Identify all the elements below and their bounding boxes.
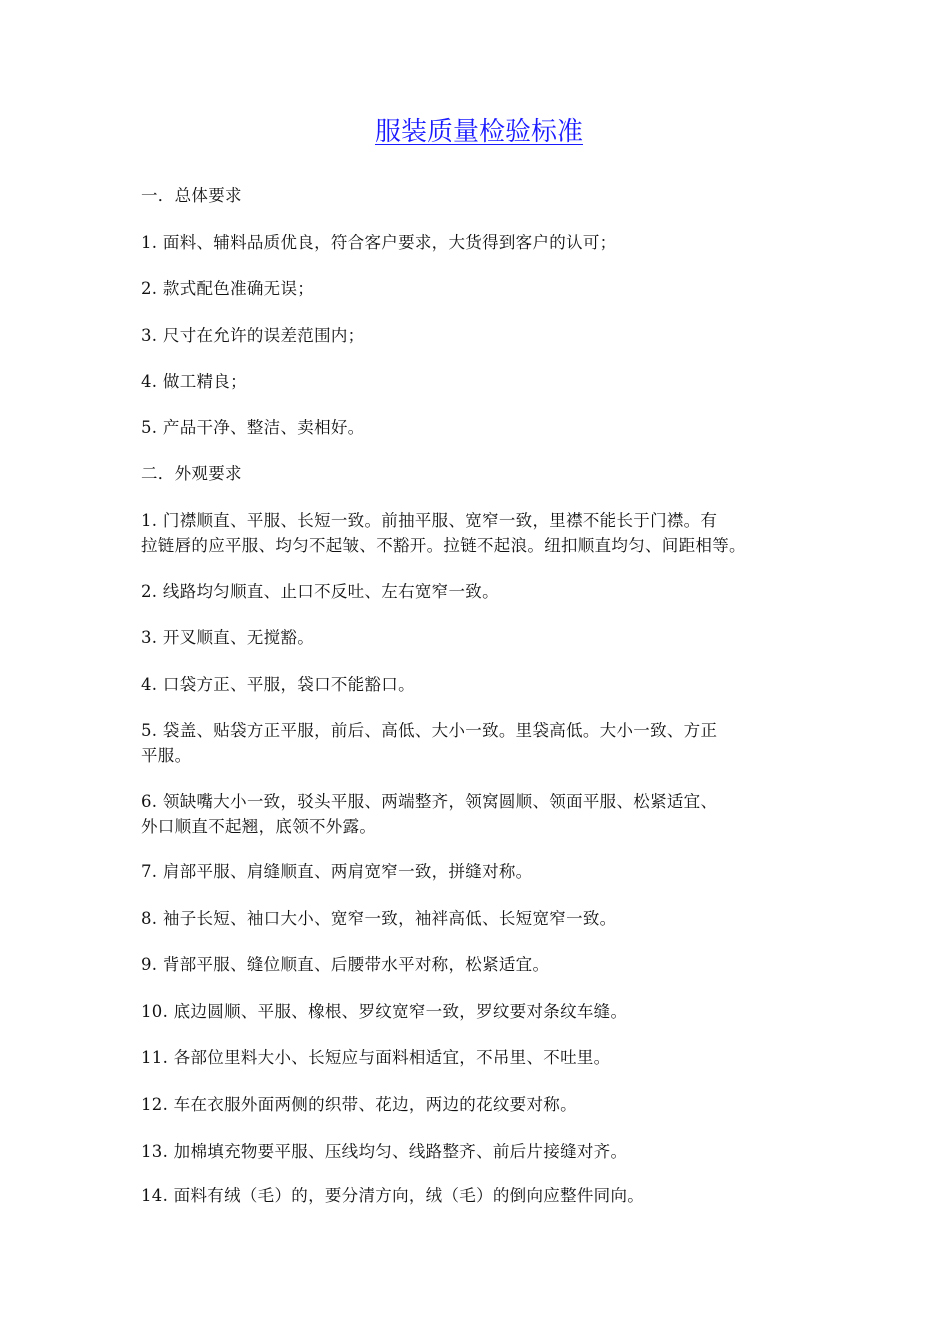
section-2-item-13-line-1: 13. 加棉填充物要平服、压线均匀、线路整齐、前后片接缝对齐。 (141, 1142, 628, 1161)
section-2-item-6-line-2: 外口顺直不起翘，底领不外露。 (141, 817, 377, 836)
section-2-item-11 (141, 1045, 831, 1070)
section-2-item-6 (141, 789, 831, 839)
section-2-item-2 (141, 579, 831, 604)
section-2-item-5-line-2: 平服。 (141, 746, 192, 765)
section-1-item-4: 4. 做工精良； (141, 372, 247, 391)
section-2-item-1-line-1: 1. 门襟顺直、平服、长短一致。前抽平服、宽窄一致，里襟不能长于门襟。有 (141, 511, 718, 530)
section-2-item-13 (141, 1139, 831, 1164)
section-2-item-8-line-1: 8. 袖子长短、袖口大小、宽窄一致，袖袢高低、长短宽窄一致。 (141, 909, 617, 928)
section-2-item-1 (141, 508, 831, 558)
section-2-item-14-line-1: 14. 面料有绒（毛）的，要分清方向，绒（毛）的倒向应整件同向。 (141, 1186, 645, 1205)
section-2-item-9-line-1: 9. 背部平服、缝位顺直、后腰带水平对称，松紧适宜。 (141, 955, 550, 974)
section-2-item-1-line-2: 拉链唇的应平服、均匀不起皱、不豁开。拉链不起浪。纽扣顺直均匀、间距相等。 (141, 536, 746, 555)
section-2-item-12 (141, 1092, 831, 1117)
section-2-item-3-line-1: 3. 开叉顺直、无搅豁。 (141, 628, 315, 647)
section-2-item-8 (141, 906, 831, 931)
section-1-heading: 一．总体要求 (141, 186, 242, 205)
section-1-item-3: 3. 尺寸在允许的误差范围内； (141, 326, 365, 345)
section-2-heading: 二．外观要求 (141, 464, 242, 483)
section-1-item-5: 5. 产品干净、整洁、卖相好。 (141, 418, 365, 437)
section-2-item-10-line-1: 10. 底边圆顺、平服、橡根、罗纹宽窄一致，罗纹要对条纹车缝。 (141, 1002, 628, 1021)
section-2-item-6-line-1: 6. 领缺嘴大小一致，驳头平服、两端整齐，领窝圆顺、领面平服、松紧适宜、 (141, 792, 718, 811)
section-2-item-5 (141, 718, 831, 768)
section-2-item-4 (141, 672, 831, 697)
section-2-item-12-line-1: 12. 车在衣服外面两侧的织带、花边，两边的花纹要对称。 (141, 1095, 577, 1114)
section-2-item-11-line-1: 11. 各部位里料大小、长短应与面料相适宜，不吊里、不吐里。 (141, 1048, 611, 1067)
section-2-item-9 (141, 952, 831, 977)
section-2-item-7 (141, 859, 831, 884)
section-2-item-14 (141, 1183, 831, 1208)
section-2-item-5-line-1: 5. 袋盖、贴袋方正平服，前后、高低、大小一致。里袋高低。大小一致、方正 (141, 721, 718, 740)
section-2-item-7-line-1: 7. 肩部平服、肩缝顺直、两肩宽窄一致，拼缝对称。 (141, 862, 533, 881)
section-1-item-1: 1. 面料、辅料品质优良，符合客户要求，大货得到客户的认可； (141, 233, 617, 252)
section-2-item-4-line-1: 4. 口袋方正、平服，袋口不能豁口。 (141, 675, 415, 694)
section-2-item-10 (141, 999, 831, 1024)
page-title: 服装质量检验标准 (374, 117, 583, 147)
section-2-item-3 (141, 625, 831, 650)
section-1-item-2: 2. 款式配色准确无误； (141, 279, 315, 298)
section-2-item-2-line-1: 2. 线路均匀顺直、止口不反吐、左右宽窄一致。 (141, 582, 499, 601)
